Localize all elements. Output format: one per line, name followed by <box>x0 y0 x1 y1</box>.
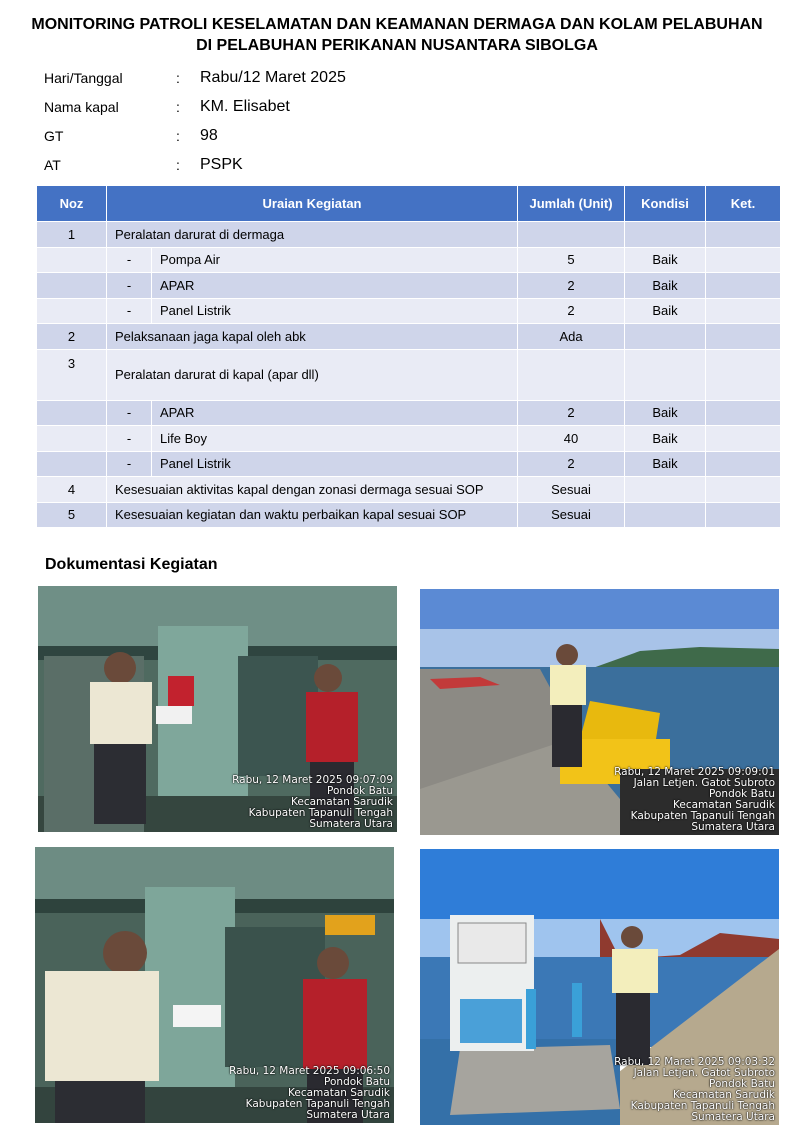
header-uraian: Uraian Kegiatan <box>107 186 518 222</box>
row-no: 2 <box>37 324 107 350</box>
table-header-row <box>37 186 781 222</box>
row-jumlah: 40 <box>518 426 625 452</box>
photo-timestamp <box>229 1066 390 1121</box>
row-no: 5 <box>37 502 107 528</box>
table-row <box>37 451 781 477</box>
info-label: Hari/Tanggal <box>44 70 123 86</box>
row-kondisi: Baik <box>625 400 706 426</box>
info-colon: : <box>176 128 180 144</box>
photo-dock-panel <box>420 849 779 1125</box>
row-kondisi <box>625 324 706 350</box>
row-item: Panel Listrik <box>152 298 518 324</box>
row-jumlah: Sesuai <box>518 502 625 528</box>
stamp-line: Sumatera Utara <box>309 818 393 830</box>
row-item: Panel Listrik <box>152 451 518 477</box>
row-no <box>37 451 107 477</box>
table-row <box>37 273 781 299</box>
row-kondisi: Baik <box>625 247 706 273</box>
stamp-line: Pondok Batu <box>709 788 775 800</box>
row-dash: - <box>107 247 152 273</box>
stamp-line: Pondok Batu <box>327 785 393 797</box>
info-label: Nama kapal <box>44 99 119 115</box>
row-jumlah: Sesuai <box>518 477 625 503</box>
stamp-line: Kecamatan Sarudik <box>288 1087 390 1099</box>
inspection-table <box>36 185 781 528</box>
info-label: GT <box>44 128 64 144</box>
row-dash: - <box>107 451 152 477</box>
info-value: PSPK <box>200 156 243 173</box>
row-kondisi <box>625 477 706 503</box>
row-jumlah: 2 <box>518 273 625 299</box>
table-row <box>37 502 781 528</box>
stamp-line: Rabu, 12 Maret 2025 09:09:01 <box>614 766 775 778</box>
photo-timestamp <box>614 1057 775 1123</box>
stamp-line: Kabupaten Tapanuli Tengah <box>248 807 393 819</box>
row-kondisi <box>625 222 706 248</box>
stamp-line: Pondok Batu <box>709 1078 775 1090</box>
row-jumlah: Ada <box>518 324 625 350</box>
title-line-1: MONITORING PATROLI KESELAMATAN DAN KEAMANAN DERMAGA DAN KOLAM PELABUHAN <box>31 16 763 33</box>
table-row <box>37 400 781 426</box>
info-value: KM. Elisabet <box>200 98 290 115</box>
header-kondisi: Kondisi <box>625 186 706 222</box>
row-jumlah <box>518 222 625 248</box>
row-ket <box>706 451 781 477</box>
stamp-line: Kecamatan Sarudik <box>673 799 775 811</box>
row-uraian: Peralatan darurat di kapal (apar dll) <box>107 349 518 400</box>
stamp-line: Jalan Letjen. Gatot Subroto <box>633 777 775 789</box>
row-uraian: Kesesuaian aktivitas kapal dengan zonasi dermaga sesuai SOP <box>107 477 518 503</box>
photo-cabin-inspection-2 <box>35 847 394 1123</box>
row-jumlah: 2 <box>518 400 625 426</box>
table-row <box>37 477 781 503</box>
row-kondisi: Baik <box>625 298 706 324</box>
stamp-line: Rabu, 12 Maret 2025 09:03:32 <box>614 1056 775 1068</box>
row-ket <box>706 222 781 248</box>
table-row <box>37 298 781 324</box>
row-uraian: Pelaksanaan jaga kapal oleh abk <box>107 324 518 350</box>
row-item: Life Boy <box>152 426 518 452</box>
info-colon: : <box>176 99 180 115</box>
table-row <box>37 247 781 273</box>
row-dash: - <box>107 400 152 426</box>
row-item: Pompa Air <box>152 247 518 273</box>
row-jumlah: 2 <box>518 451 625 477</box>
row-no <box>37 273 107 299</box>
stamp-line: Pondok Batu <box>324 1076 390 1088</box>
row-ket <box>706 298 781 324</box>
row-kondisi: Baik <box>625 273 706 299</box>
header-no: Noz <box>37 186 107 222</box>
row-no <box>37 247 107 273</box>
row-no: 4 <box>37 477 107 503</box>
table-row <box>37 426 781 452</box>
header-jumlah: Jumlah (Unit) <box>518 186 625 222</box>
row-uraian: Peralatan darurat di dermaga <box>107 222 518 248</box>
row-item: APAR <box>152 400 518 426</box>
row-ket <box>706 400 781 426</box>
row-no: 3 <box>37 349 107 400</box>
row-jumlah: 2 <box>518 298 625 324</box>
table-row <box>37 324 781 350</box>
title-line-2: DI PELABUHAN PERIKANAN NUSANTARA SIBOLGA <box>196 37 598 54</box>
stamp-line: Sumatera Utara <box>306 1109 390 1121</box>
row-uraian: Kesesuaian kegiatan dan waktu perbaikan kapal sesuai SOP <box>107 502 518 528</box>
stamp-line: Jalan Letjen. Gatot Subroto <box>633 1067 775 1079</box>
row-kondisi <box>625 502 706 528</box>
photo-cabin-inspection-1 <box>38 586 397 832</box>
stamp-line: Kabupaten Tapanuli Tengah <box>630 1100 775 1112</box>
info-colon: : <box>176 157 180 173</box>
info-colon: : <box>176 70 180 86</box>
row-ket <box>706 273 781 299</box>
documentation-heading: Dokumentasi Kegiatan <box>45 556 218 573</box>
photo-timestamp <box>614 767 775 833</box>
row-no <box>37 426 107 452</box>
row-ket <box>706 426 781 452</box>
row-item: APAR <box>152 273 518 299</box>
table-row <box>37 222 781 248</box>
page-title <box>20 14 774 56</box>
stamp-line: Kabupaten Tapanuli Tengah <box>245 1098 390 1110</box>
row-jumlah <box>518 349 625 400</box>
row-kondisi: Baik <box>625 451 706 477</box>
photo-timestamp <box>232 775 393 830</box>
row-dash: - <box>107 426 152 452</box>
row-ket <box>706 247 781 273</box>
row-ket <box>706 324 781 350</box>
table-row <box>37 349 781 400</box>
row-jumlah: 5 <box>518 247 625 273</box>
stamp-line: Sumatera Utara <box>691 821 775 833</box>
row-ket <box>706 477 781 503</box>
row-no <box>37 400 107 426</box>
info-value: 98 <box>200 127 218 144</box>
info-value: Rabu/12 Maret 2025 <box>200 69 346 86</box>
row-ket <box>706 502 781 528</box>
row-dash: - <box>107 273 152 299</box>
row-kondisi <box>625 349 706 400</box>
stamp-line: Rabu, 12 Maret 2025 09:07:09 <box>232 774 393 786</box>
row-no: 1 <box>37 222 107 248</box>
stamp-line: Rabu, 12 Maret 2025 09:06:50 <box>229 1065 390 1077</box>
stamp-line: Kabupaten Tapanuli Tengah <box>630 810 775 822</box>
row-no <box>37 298 107 324</box>
stamp-line: Kecamatan Sarudik <box>673 1089 775 1101</box>
stamp-line: Kecamatan Sarudik <box>291 796 393 808</box>
photo-dock-pump <box>420 589 779 835</box>
row-dash: - <box>107 298 152 324</box>
row-ket <box>706 349 781 400</box>
row-kondisi: Baik <box>625 426 706 452</box>
header-ket: Ket. <box>706 186 781 222</box>
stamp-line: Sumatera Utara <box>691 1111 775 1123</box>
info-label: AT <box>44 157 61 173</box>
